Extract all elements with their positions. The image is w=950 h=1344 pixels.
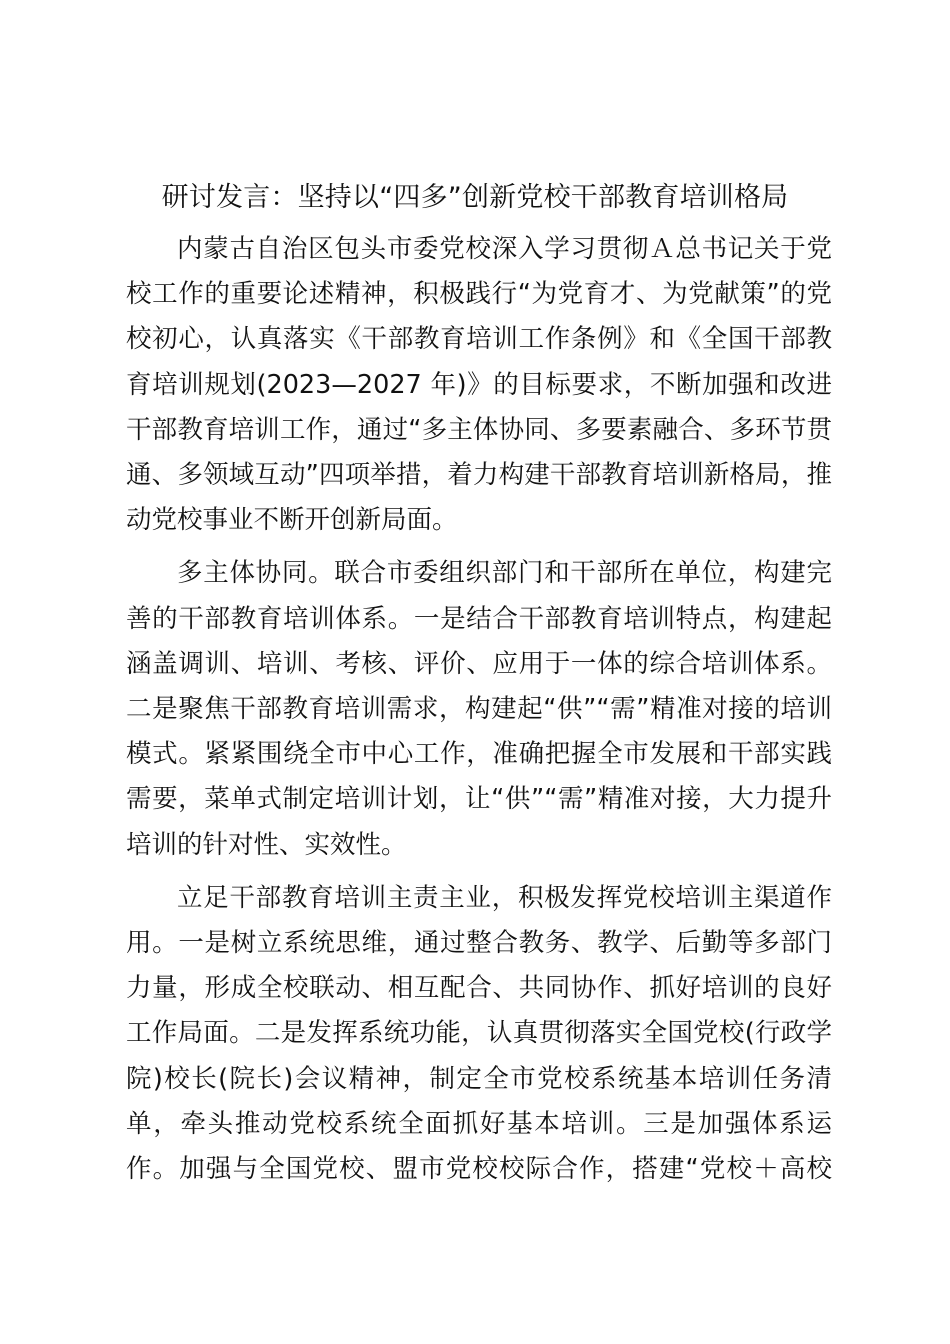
paragraph-2 — [126, 551, 832, 867]
text-line: 力量，形成全校联动、相互配合、共同协作、抓好培训的良好 — [126, 973, 832, 1004]
text-line: 干部教育培训工作，通过“多主体协同、多要素融合、多环节贯 — [126, 414, 832, 445]
text-line: 育培训规划(2023—2027 年)》的目标要求，不断加强和改进 — [126, 369, 832, 400]
document-body — [126, 227, 832, 1200]
text-line: 院)校长(院长)会议精神，制定全市党校系统基本培训任务清 — [126, 1063, 832, 1094]
text-line: 多主体协同。联合市委组织部门和干部所在单位，构建完 — [177, 558, 832, 589]
text-line: 二是聚焦干部教育培训需求，构建起“供”“需”精准对接的培训 — [126, 694, 832, 725]
text-line: 需要，菜单式制定培训计划，让“供”“需”精准对接，大力提升 — [126, 784, 832, 815]
text-line: 立足干部教育培训主责主业，积极发挥党校培训主渠道作 — [177, 882, 832, 913]
text-line: 培训的针对性、实效性。 — [126, 829, 407, 860]
text-line: 通、多领域互动”四项举措，着力构建干部教育培训新格局，推 — [126, 460, 832, 491]
text-line: 善的干部教育培训体系。一是结合干部教育培训特点，构建起 — [126, 603, 832, 634]
text-line: 工作局面。二是发挥系统功能，认真贯彻落实全国党校(行政学 — [126, 1018, 832, 1049]
paragraph-3 — [126, 876, 832, 1192]
document-title: 研讨发言：坚持以“四多”创新党校干部教育培训格局 — [161, 182, 789, 213]
text-line: 内蒙古自治区包头市委党校深入学习贯彻Ａ总书记关于党 — [177, 234, 832, 264]
text-line: 涵盖调训、培训、考核、评价、应用于一体的综合培训体系。 — [126, 648, 832, 679]
paragraph-1 — [126, 227, 832, 543]
text-line: 单，牵头推动党校系统全面抓好基本培训。三是加强体系运 — [126, 1108, 832, 1139]
text-line: 校初心，认真落实《干部教育培训工作条例》和《全国干部教 — [126, 324, 832, 355]
text-line: 动党校事业不断开创新局面。 — [126, 505, 458, 536]
text-line: 作。加强与全国党校、盟市党校校际合作，搭建“党校＋高校 — [126, 1154, 832, 1185]
text-line: 校工作的重要论述精神，积极践行“为党育才、为党献策”的党 — [126, 279, 832, 310]
text-line: 模式。紧紧围绕全市中心工作，准确把握全市发展和干部实践 — [126, 739, 832, 770]
text-line: 用。一是树立系统思维，通过整合教务、教学、后勤等多部门 — [126, 928, 832, 959]
